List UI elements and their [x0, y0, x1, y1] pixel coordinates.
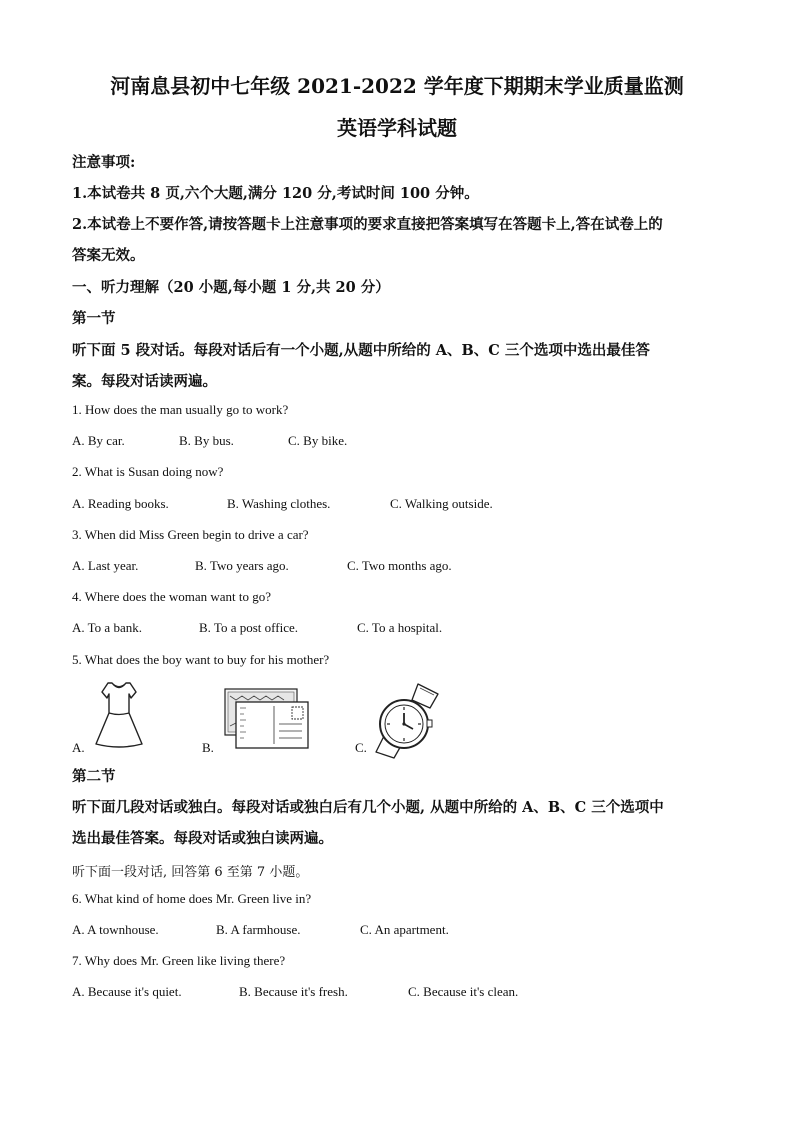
question-7-option-a: A. Because it's quiet. — [72, 984, 182, 999]
question-1-option-c: C. By bike. — [288, 433, 348, 448]
section-1-heading: 第一节 — [72, 310, 116, 327]
question-1: 1. How does the man usually go to work? — [72, 402, 289, 417]
question-2: 2. What is Susan doing now? — [72, 464, 224, 479]
question-7-option-c: C. Because it's clean. — [408, 984, 519, 999]
question-6: 6. What kind of home does Mr. Green live in? — [72, 891, 312, 906]
question-4-option-c: C. To a hospital. — [357, 620, 443, 635]
question-1-option-b: B. By bus. — [179, 433, 234, 448]
question-5: 5. What does the boy want to buy for his mother? — [72, 652, 330, 667]
question-6-option-b: B. A farmhouse. — [216, 922, 301, 937]
section-2-heading: 第二节 — [72, 768, 116, 785]
notes-heading: 注意事项: — [72, 154, 136, 171]
question-1-option-a: A. By car. — [72, 433, 125, 448]
question-5-option-c: C. — [355, 740, 367, 755]
question-2-option-b: B. Washing clothes. — [227, 496, 331, 511]
exam-title: 河南息县初中七年级 2021-2022 学年度下期期末学业质量监测 — [110, 74, 684, 98]
question-5-option-a: A. — [72, 740, 85, 755]
notes-item-1: 1.本试卷共 8 页,六个大题,满分 120 分,考试时间 100 分钟。 — [72, 185, 479, 202]
question-4: 4. Where does the woman want to go? — [72, 589, 272, 604]
question-4-option-a: A. To a bank. — [72, 620, 142, 635]
section-1-instructions-line-2: 案。每段对话读两遍。 — [72, 373, 217, 390]
question-5-option-b: B. — [202, 740, 214, 755]
question-3-option-c: C. Two months ago. — [347, 558, 452, 573]
question-3: 3. When did Miss Green begin to drive a car? — [72, 527, 309, 542]
question-7-option-b: B. Because it's fresh. — [239, 984, 348, 999]
section-1-instructions-line-1: 听下面 5 段对话。每段对话后有一个小题,从题中所给的 A、B、C 三个选项中选出最佳答 — [72, 342, 650, 359]
question-4-option-b: B. To a post office. — [199, 620, 298, 635]
exam-subtitle: 英语学科试题 — [337, 116, 457, 140]
question-6-option-c: C. An apartment. — [360, 922, 449, 937]
part1-heading: 一、听力理解（20 小题,每小题 1 分,共 20 分） — [72, 279, 390, 296]
notes-item-2-line-1: 2.本试卷上不要作答,请按答题卡上注意事项的要求直接把答案填写在答题卡上,答在试卷上的 — [72, 216, 663, 233]
dialogue-instructions: 听下面一段对话, 回答第 6 至第 7 小题。 — [72, 865, 309, 880]
wristwatch-icon — [372, 680, 450, 760]
question-3-option-b: B. Two years ago. — [195, 558, 289, 573]
section-2-instructions-line-2: 选出最佳答案。每段对话或独白读两遍。 — [72, 830, 333, 847]
section-2-instructions-line-1: 听下面几段对话或独白。每段对话或独白后有几个小题, 从题中所给的 A、B、C 三个选项中 — [72, 799, 664, 816]
question-2-option-c: C. Walking outside. — [390, 496, 493, 511]
question-7: 7. Why does Mr. Green like living there? — [72, 953, 286, 968]
postcards-icon — [222, 686, 312, 750]
question-6-option-a: A. A townhouse. — [72, 922, 159, 937]
notes-item-2-line-2: 答案无效。 — [72, 247, 145, 264]
question-3-option-a: A. Last year. — [72, 558, 139, 573]
question-2-option-a: A. Reading books. — [72, 496, 169, 511]
dress-icon — [86, 680, 152, 748]
